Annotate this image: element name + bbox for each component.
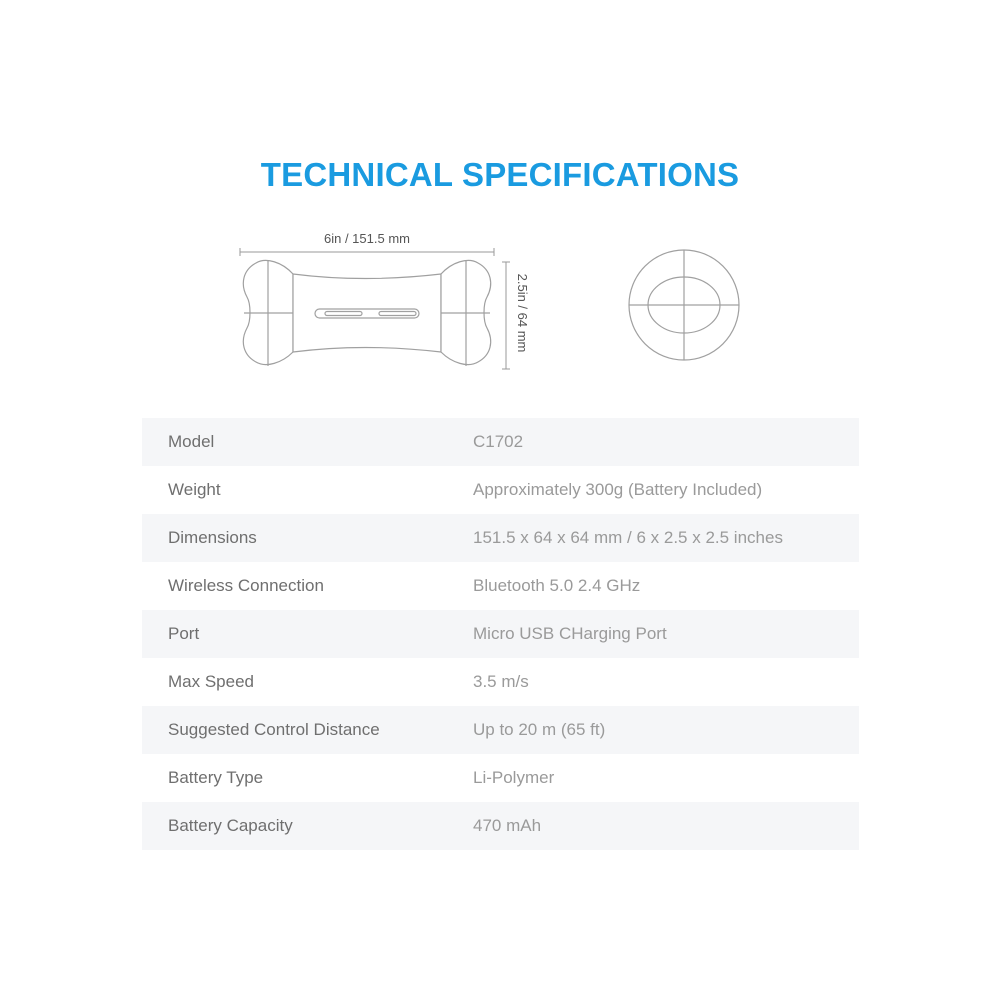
- spec-label: Wireless Connection: [168, 576, 324, 595]
- table-row: [142, 610, 859, 658]
- spec-value: 470 mAh: [473, 816, 542, 835]
- spec-label: Weight: [168, 480, 221, 499]
- spec-label: Model: [168, 432, 215, 451]
- spec-value: Micro USB CHarging Port: [473, 624, 667, 643]
- spec-value: Bluetooth 5.0 2.4 GHz: [473, 576, 641, 595]
- spec-label: Suggested Control Distance: [168, 720, 380, 739]
- page-title: TECHNICAL SPECIFICATIONS: [260, 156, 740, 193]
- table-row: [142, 658, 859, 706]
- bone-end-view: [629, 250, 739, 360]
- spec-label: Port: [168, 624, 200, 643]
- spec-value: 3.5 m/s: [473, 672, 529, 691]
- table-row: [142, 562, 859, 610]
- width-dimension-line: [240, 248, 494, 256]
- table-row: [142, 706, 859, 754]
- height-dimension-label: 2.5in / 64 mm: [515, 273, 530, 353]
- spec-table: [142, 418, 859, 850]
- table-row: [142, 802, 859, 850]
- bone-side-view: [243, 260, 490, 366]
- spec-value: Li-Polymer: [473, 768, 555, 787]
- table-row: [142, 466, 859, 514]
- spec-value: Up to 20 m (65 ft): [473, 720, 606, 739]
- spec-value: Approximately 300g (Battery Included): [473, 480, 763, 499]
- width-dimension-label: 6in / 151.5 mm: [324, 231, 410, 246]
- table-row: [142, 754, 859, 802]
- table-row: [142, 514, 859, 562]
- spec-label: Dimensions: [168, 528, 257, 547]
- spec-value: 151.5 x 64 x 64 mm / 6 x 2.5 x 2.5 inches: [473, 528, 783, 547]
- spec-value: C1702: [473, 432, 524, 451]
- height-dimension-line: [502, 262, 510, 369]
- spec-label: Battery Type: [168, 768, 264, 787]
- spec-label: Battery Capacity: [168, 816, 293, 835]
- spec-label: Max Speed: [168, 672, 254, 691]
- table-row: [142, 418, 859, 466]
